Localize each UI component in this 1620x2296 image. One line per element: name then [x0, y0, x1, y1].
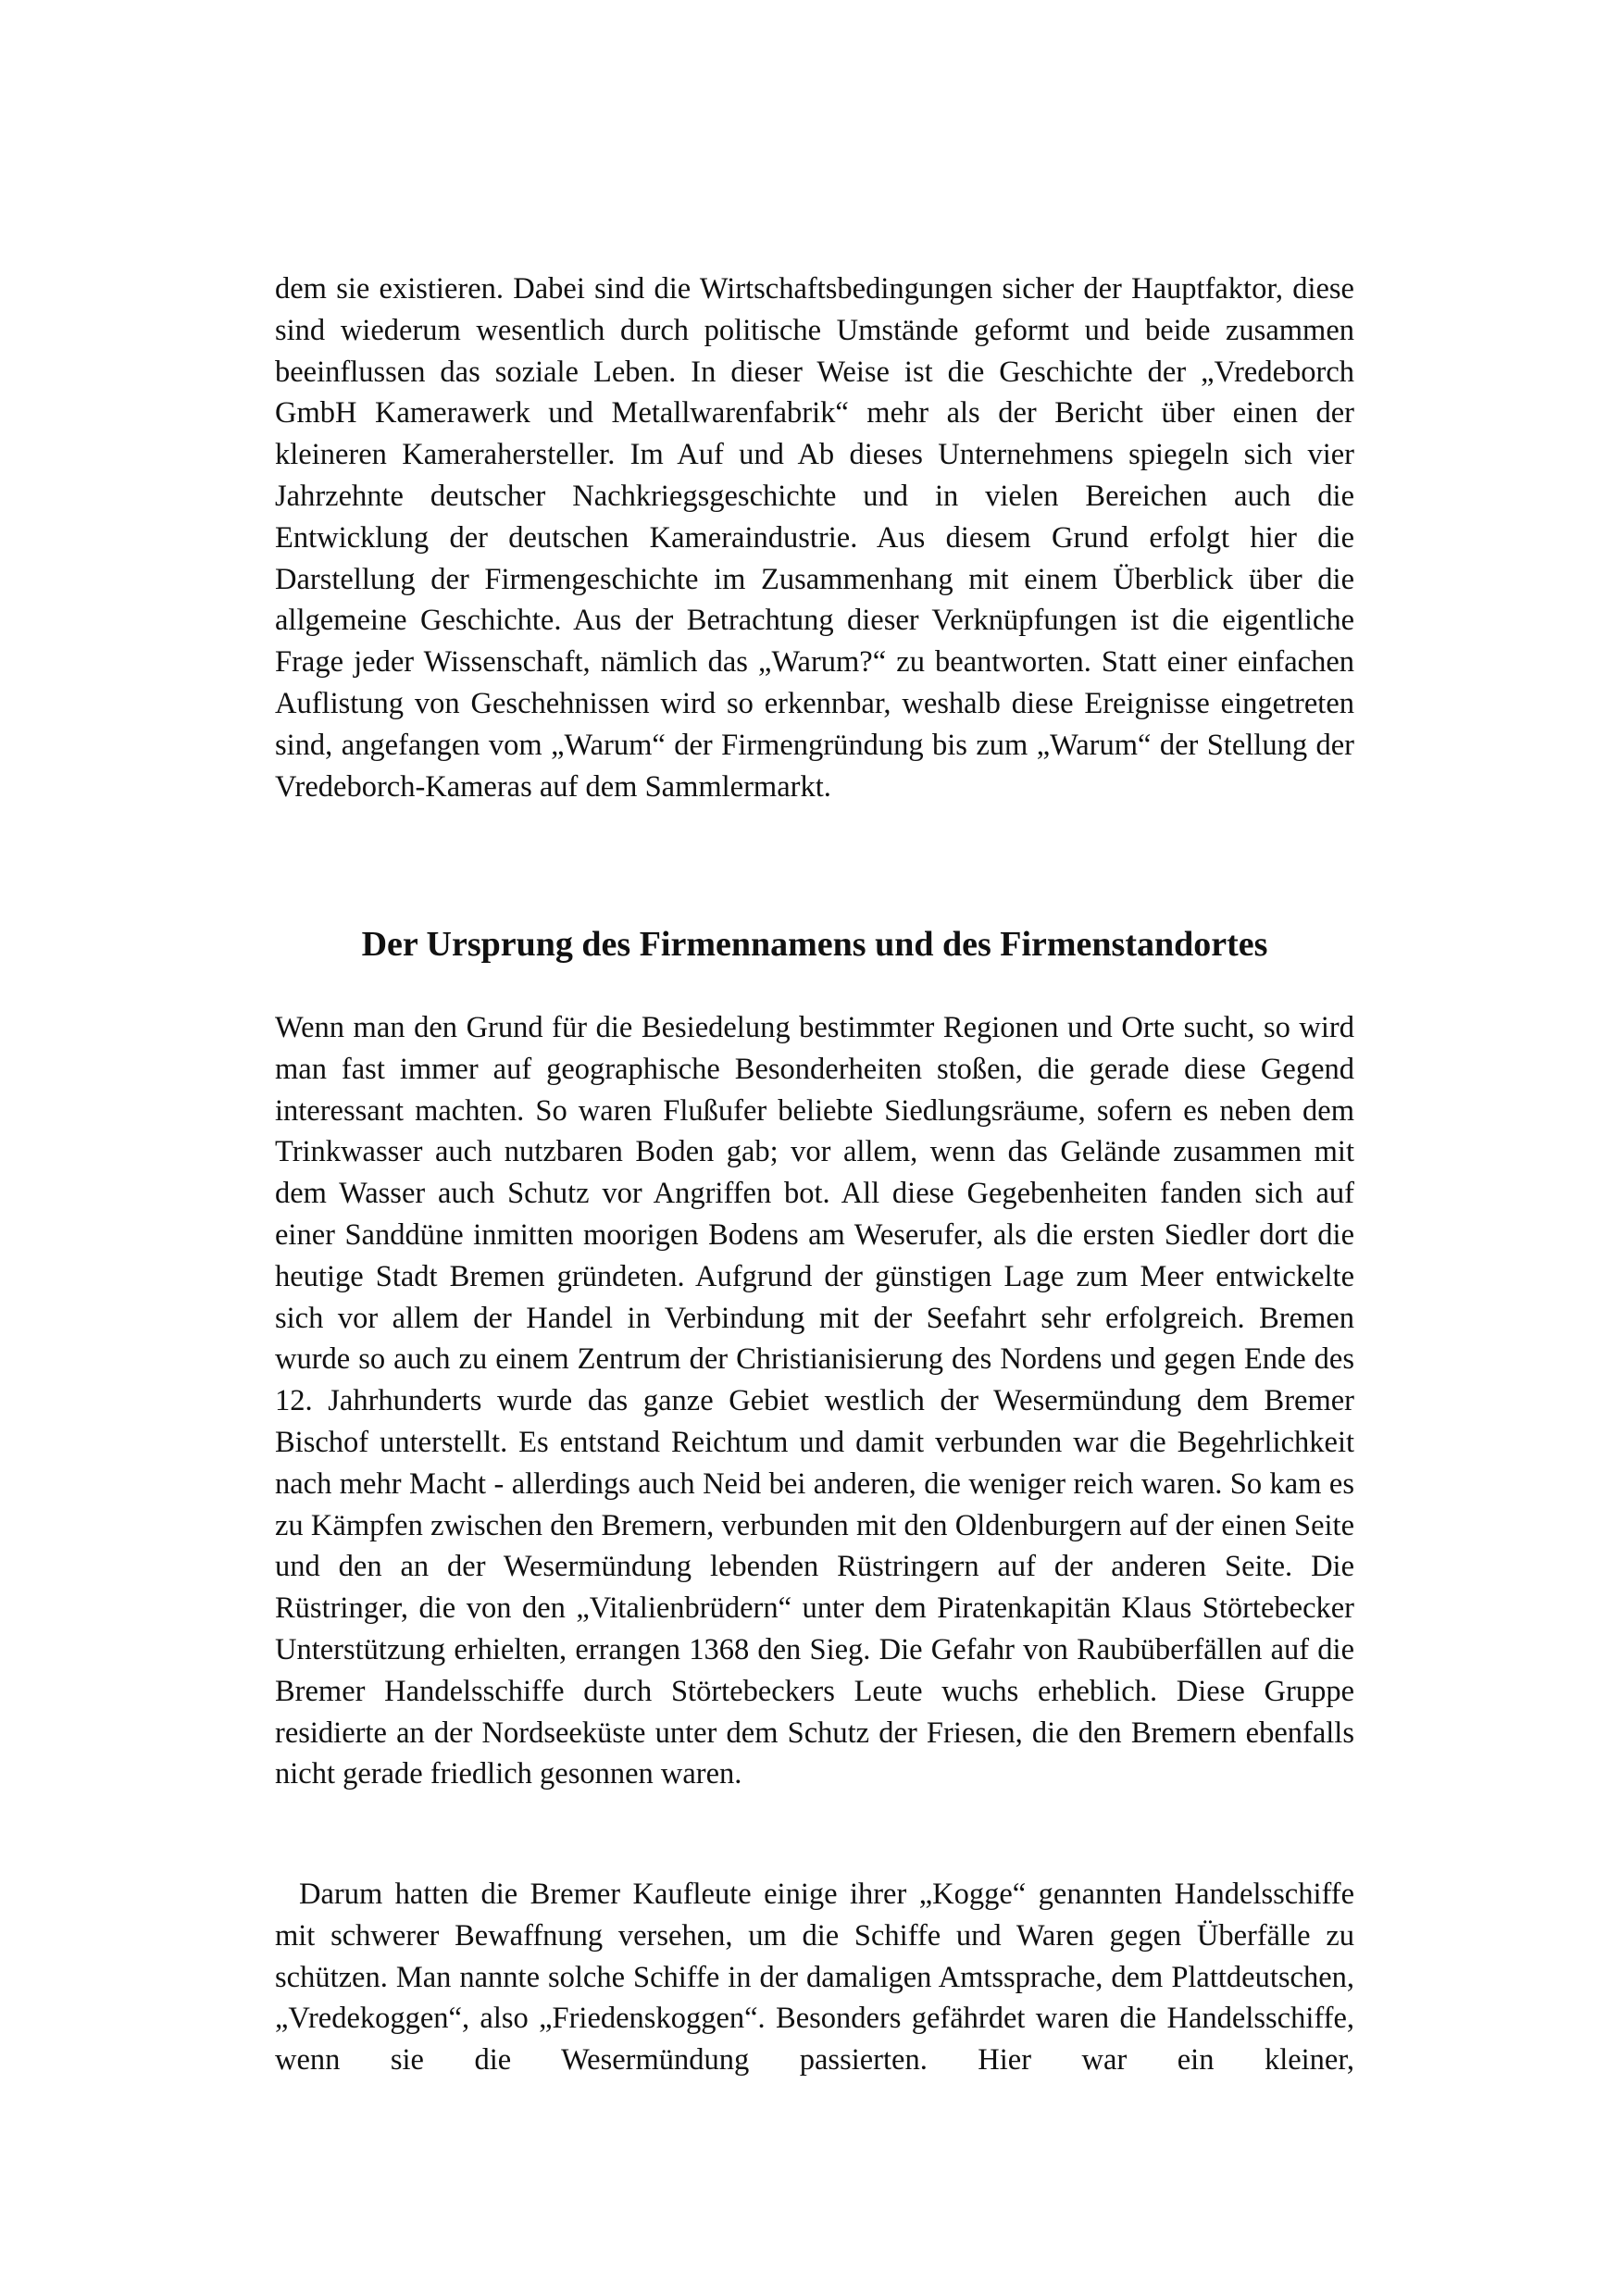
section-heading: Der Ursprung des Firmennamens und des Firmenstandortes: [361, 925, 1268, 964]
paragraph-text: dem sie existieren. Dabei sind die Wirtschaftsbedingungen sicher der Hauptfaktor, diese sind wiederum wesentlich durch politische Umstände geformt und beide zusammen beeinflussen das soziale Leben. In dieser Weise ist die Geschichte der „Vredeborch GmbH Kamerawerk und Metallwarenfabrik“ mehr als der Bericht über einen der kleineren Kamerahersteller. Im Auf und Ab dieses Unternehmens spiegeln sich vier Jahrzehnte deutscher Nachkriegsgeschichte und in vielen Bereichen auch die Entwicklung der deutschen Kameraindustrie. Aus diesem Grund erfolgt hier die Darstellung der Firmengeschichte im Zusammenhang mit einem Überblick über die allgemeine Geschichte. Aus der Betrachtung dieser Verknüpfungen ist die eigentliche Frage jeder Wissenschaft, nämlich das „Warum?“ zu beantworten. Statt einer einfachen Auflistung von Geschehnissen wird so erkennbar, weshalb diese Ereignisse eingetreten sind, angefangen vom „Warum“ der Firmengründung bis zum „Warum“ der Stellung der Vredeborch-Kameras auf dem Sammlermarkt.: [275, 272, 1354, 804]
paragraph-settlement: [275, 1007, 1354, 1795]
paragraph-text: Wenn man den Grund für die Besiedelung bestimmter Regionen und Orte sucht, so wird man fast immer auf geographische Besonderheiten stoßen, die gerade diese Gegend interessant machten. So waren Flußufer beliebte Siedlungsräume, sofern es neben dem Trinkwasser auch nutzbaren Boden gab; vor allem, wenn das Gelände zusammen mit dem Wasser auch Schutz vor Angriffen bot. All diese Gegebenheiten fanden sich auf einer Sanddüne inmitten moorigen Bodens am Weserufer, als die ersten Siedler dort die heutige Stadt Bremen gründeten. Aufgrund der günstigen Lage zum Meer entwickelte sich vor allem der Handel in Verbindung mit der Seefahrt sehr erfolgreich. Bremen wurde so auch zu einem Zentrum der Christianisierung des Nordens und gegen Ende des 12. Jahrhunderts wurde das ganze Gebiet westlich der Wesermündung dem Bremer Bischof unterstellt. Es entstand Reichtum und damit verbunden war die Begehrlichkeit nach mehr Macht - allerdings auch Neid bei anderen, die weniger reich waren. So kam es zu Kämpfen zwischen den Bremern, verbunden mit den Oldenburgern auf der einen Seite und den an der Wesermündung lebenden Rüstringern auf der anderen Seite. Die Rüstringer, die von den „Vitalienbrüdern“ unter dem Piratenkapitän Klaus Störtebecker Unterstützung erhielten, errangen 1368 den Sieg. Die Gefahr von Raubüberfällen auf die Bremer Handelsschiffe durch Störtebeckers Leute wuchs erheblich. Diese Gruppe residierte an der Nordseeküste unter dem Schutz der Friesen, die den Bremern ebenfalls nicht gerade friedlich gesonnen waren.: [275, 1011, 1354, 1791]
paragraph-text: Darum hatten die Bremer Kaufleute einige ihrer „Kogge“ genannten Handelsschiffe mit schwerer Bewaffnung versehen, um die Schiffe und Waren gegen Überfälle zu schützen. Man nannte solche Schiffe in der damaligen Amtssprache, dem Plattdeutschen, „Vredekoggen“, also „Friedenskoggen“. Besonders gefährdet waren die Handelsschiffe, wenn sie die Wesermündung passierten. Hier war ein kleiner,: [275, 1878, 1354, 2078]
paragraph-koggen: [275, 1874, 1354, 2081]
paragraph-intro: [275, 268, 1354, 807]
